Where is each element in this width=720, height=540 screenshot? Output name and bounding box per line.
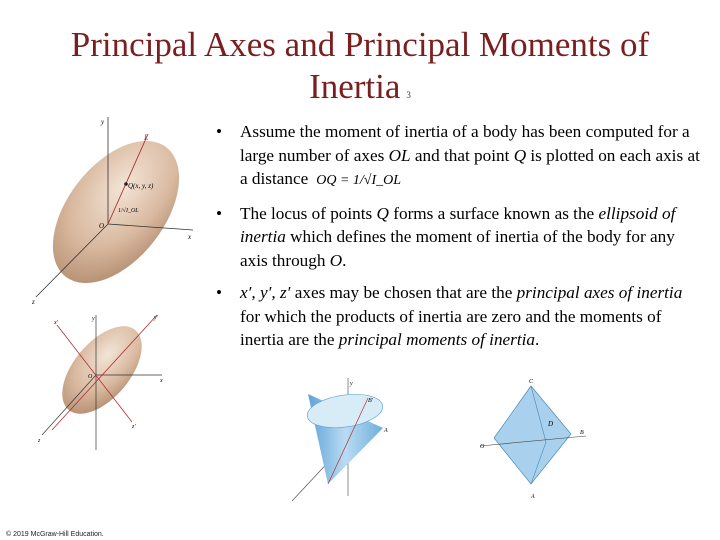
bullet-3-text-c: . [535,330,540,349]
label-b: B [580,430,584,436]
label-o: O [88,374,93,380]
distance-equation: OQ = 1/√I_OL [316,173,402,188]
label-z: z [32,298,35,306]
ellipsoid-figure [28,112,213,312]
title-line-1: Principal Axes and Principal Moments of [70,25,650,64]
label-z: z [38,438,41,444]
bullet-3-term-principal-axes: principal axes of inertia [516,283,683,302]
bullet-dot: • [216,203,223,223]
title-line-2 [0,66,720,116]
bullet-2-text-b: forms a surface known as the [388,203,599,223]
label-y: y [92,316,95,322]
principal-axes-figure [32,310,192,460]
bullet-2-text-d: . [342,250,347,270]
bullet-2 [214,202,704,273]
slide-number: 3 [406,90,411,100]
bullet-1 [214,120,704,193]
label-d: D [548,420,554,428]
bullet-2-term-o: O [329,250,343,270]
bullet-2-term-q: Q [376,203,389,223]
diamond-shape [494,386,571,484]
label-l: L [144,133,149,142]
label-distance: 1/√I_OL [118,208,139,214]
diamond-figure [476,376,606,504]
bullet-1-term-ol: OL [388,145,411,165]
bullet-1-term-q: Q [513,145,527,165]
label-yprime: y′ [154,315,158,321]
label-a: A [531,494,535,500]
bullet-2-term-ellipsoid: ellipsoid of inertia [240,203,676,246]
label-c: C [529,379,534,385]
title-line-2-text: Inertia [309,67,401,106]
label-y: y [101,118,105,126]
bullet-3-term-principal-moments: principal moments of inertia [338,330,535,349]
label-x: x [188,233,192,241]
bullet-2-text-a: The locus of points [240,203,377,223]
cone-figure [288,376,408,504]
label-xprime: x′ [54,320,58,326]
bullet-1-text-c: is plotted on each axis at a distance [240,145,700,188]
label-y: y [350,381,353,387]
label-b: B′ [368,398,373,404]
bullet-3-text-b: for which the products of inertia are zero and the moments of inertia are the [240,306,662,349]
bullet-list [214,120,704,361]
copyright-footer: © 2019 McGraw-Hill Education. [6,531,104,538]
label-o: O [480,444,485,450]
bullet-dot: • [216,122,223,141]
label-o: O [99,222,105,230]
bullet-1-text-a: Assume the moment of inertia of a body has been computed for a large number of axes [240,122,690,165]
bullet-3-axes: x′, y′, z′ [240,283,291,302]
bullet-3-text-a: axes may be chosen that are the [290,283,517,302]
label-a: A [384,428,388,434]
principal-ellipsoid-shape [47,312,157,428]
label-q: Q(x, y, z) [128,182,154,190]
label-zprime: z′ [132,424,136,430]
label-x: x [160,378,163,384]
bullet-3 [214,281,704,352]
bullet-1-text-b: and that point [410,145,514,165]
slide-title [0,24,720,116]
bullet-2-text-c: which defines the moment of inertia of the body for any axis through [240,227,675,270]
bullet-dot: • [216,283,223,302]
